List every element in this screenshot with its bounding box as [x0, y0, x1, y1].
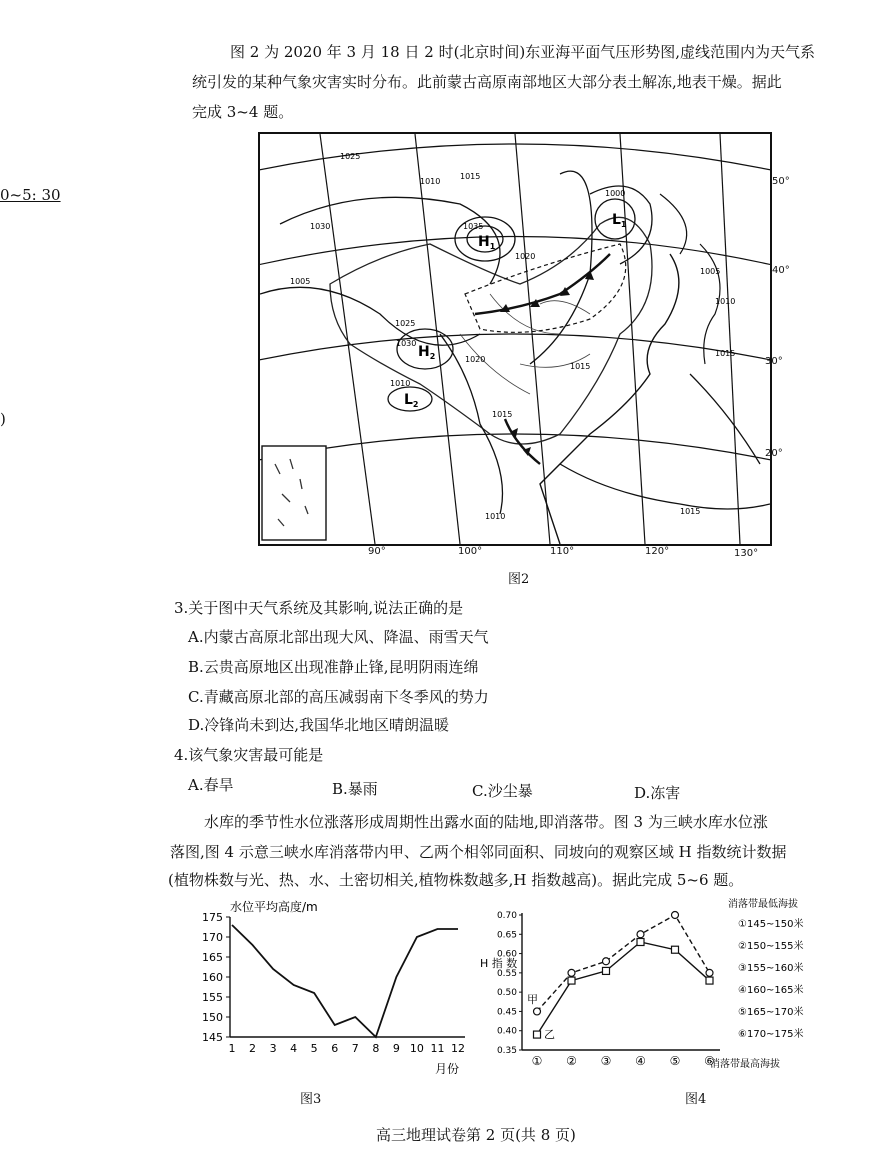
- figure-4-yi-point: [568, 977, 575, 984]
- figure-4-jia-point: [637, 931, 644, 938]
- lat-label: 40°: [772, 265, 790, 276]
- figure-4-yi-point: [672, 946, 679, 953]
- lon-label: 120°: [645, 546, 670, 557]
- figure-4-y-tick-label: 0.60: [496, 949, 517, 960]
- lon-label: 110°: [550, 546, 575, 557]
- figure-3-x-tick-label: 1: [228, 1042, 236, 1055]
- high-pressure-center-1: $H_1$: [478, 234, 496, 251]
- isobar-label: 1015: [570, 362, 591, 371]
- figure-3-x-tick-label: 8: [372, 1042, 380, 1055]
- figure-4-yi-point: [706, 977, 713, 984]
- figure-4-legend-item: ⑤165~170米: [738, 1007, 804, 1018]
- isobar-label: 1015: [492, 410, 513, 419]
- figure-4-legend-item: ②150~155米: [738, 941, 804, 952]
- figure-4-y-tick-label: 0.45: [496, 1007, 517, 1018]
- isobar-label: 1000: [605, 189, 626, 198]
- figure-3-x-tick-label: 3: [269, 1042, 277, 1055]
- figure-3-x-axis-title: 月份: [435, 1062, 460, 1076]
- figure-4-x-tick-label: ②: [566, 1054, 577, 1068]
- figure-3-y-tick-label: 145: [202, 1031, 223, 1044]
- figure-4-x-tick-label: ⑥: [704, 1054, 715, 1068]
- figure-3-y-tick-label: 170: [202, 931, 223, 944]
- figure-3-x-tick-label: 7: [351, 1042, 359, 1055]
- question-3-option-b: B.云贵高原地区出现准静止锋,昆明阴雨连绵: [188, 658, 479, 676]
- lat-label: 30°: [765, 356, 783, 367]
- low-pressure-center-1: $L_1$: [612, 212, 627, 229]
- question-4-option-b: B.暴雨: [332, 780, 378, 798]
- figure-4-y-tick-label: 0.65: [496, 930, 517, 941]
- lat-label: 50°: [772, 176, 790, 187]
- figure-4-series-yi-label: 乙: [544, 1028, 555, 1041]
- margin-paren-fragment: ): [0, 410, 6, 428]
- figure-4-y-tick-label: 0.50: [496, 988, 517, 999]
- figure-4-y-tick-label: 0.35: [496, 1046, 517, 1056]
- isobar-label: 1035: [463, 222, 484, 231]
- lon-label: 100°: [458, 546, 483, 557]
- figure-3-y-tick-label: 155: [202, 991, 223, 1004]
- figure-3-x-tick-label: 10: [409, 1042, 424, 1055]
- question-4-option-c: C.沙尘暴: [472, 782, 533, 800]
- lat-label: 20°: [765, 448, 783, 459]
- figure-4-y-axis-title: H 指 数: [480, 957, 518, 970]
- figure-3-x-tick-label: 4: [290, 1042, 298, 1055]
- figure-4-top-right-label: 消落带最低海拔: [728, 899, 798, 910]
- sea-level-pressure-map: [258, 132, 772, 546]
- figure-4-jia-point: [672, 912, 679, 919]
- page-footer: 高三地理试卷第 2 页(共 8 页): [376, 1126, 576, 1144]
- figure-4-legend-item: ④160~165米: [738, 985, 804, 996]
- isobar-label: 1030: [310, 222, 331, 231]
- figure-4-x-tick-label: ①: [531, 1054, 543, 1068]
- isobar-label: 1020: [515, 252, 536, 261]
- lon-label: 130°: [734, 548, 759, 559]
- figure-3-chart: [195, 895, 485, 1080]
- isobar-label: 1030: [396, 339, 417, 348]
- figure-4-legend-item: ⑥170~175米: [738, 1029, 804, 1040]
- isobar-label: 1015: [460, 172, 481, 181]
- figure-4-bottom-right-label: 消落带最高海拔: [710, 1059, 780, 1070]
- figure-4-jia-point: [534, 1008, 541, 1015]
- isobar-label: 1025: [340, 152, 361, 161]
- high-pressure-center-2: $H_2$: [418, 344, 436, 361]
- question-3-option-d: D.冷锋尚未到达,我国华北地区晴朗温暖: [188, 716, 450, 734]
- isobar-label: 1020: [465, 355, 486, 364]
- question-3-stem: 3.关于图中天气系统及其影响,说法正确的是: [174, 599, 464, 617]
- figure-3-water-level-line: [232, 925, 458, 1037]
- figure-3-x-tick-label: 9: [392, 1042, 400, 1055]
- figure-4-x-tick-label: ③: [600, 1054, 612, 1068]
- figure-4-yi-point: [534, 1031, 541, 1038]
- question-3-option-a: A.内蒙古高原北部出现大风、降温、雨雪天气: [188, 628, 489, 646]
- figure-4-yi-point: [603, 967, 610, 974]
- figure-3-y-tick-label: 150: [202, 1011, 223, 1024]
- lon-label: 90°: [368, 546, 386, 557]
- passage1-line3: 完成 3~4 题。: [192, 103, 294, 121]
- figure-3-x-tick-label: 6: [331, 1042, 339, 1055]
- figure-4-legend-item: ①145~150米: [738, 919, 804, 930]
- question-4-option-a: A.春旱: [188, 776, 234, 794]
- isobar-label: 1010: [420, 177, 441, 186]
- isobar-label: 1015: [715, 349, 736, 358]
- isobar-label: 1005: [700, 267, 721, 276]
- figure-4-series-jia-line: [537, 915, 710, 1011]
- figure-4-yi-point: [637, 939, 644, 946]
- figure-3-x-tick-label: 2: [249, 1042, 257, 1055]
- figure-3-x-tick-label: 11: [430, 1042, 445, 1055]
- isobar-label: 1010: [715, 297, 736, 306]
- map-svg: [260, 134, 770, 544]
- figure-3-x-tick-label: 12: [451, 1042, 465, 1055]
- passage2-line1: 水库的季节性水位涨落形成周期性出露水面的陆地,即消落带。图 3 为三峡水库水位涨: [204, 813, 768, 831]
- figure-4-chart: [470, 895, 850, 1080]
- figure-4-y-tick-label: 0.55: [496, 968, 517, 979]
- figure-4-y-tick-label: 0.70: [496, 911, 517, 921]
- figure-3-caption: 图3: [300, 1092, 322, 1107]
- figure-2-caption: 图2: [508, 572, 530, 587]
- question-4-stem: 4.该气象灾害最可能是: [174, 746, 324, 764]
- figure-3-y-tick-label: 175: [202, 911, 223, 924]
- passage2-line2: 落图,图 4 示意三峡水库消落带内甲、乙两个相邻同面积、同坡向的观察区域 H 指数统计数据: [170, 843, 787, 861]
- figure-4-jia-point: [568, 969, 575, 976]
- figure-3-y-tick-label: 160: [202, 971, 223, 984]
- isobar-label: 1010: [485, 512, 506, 521]
- isobar-label: 1015: [680, 507, 701, 516]
- figure-4-series-jia-label: 甲: [527, 993, 538, 1006]
- figure-4-series-yi-line: [537, 942, 710, 1035]
- figure-4-legend-item: ③155~160米: [738, 963, 804, 974]
- figure-3-x-tick-label: 5: [310, 1042, 318, 1055]
- passage1-line1: 图 2 为 2020 年 3 月 18 日 2 时(北京时间)东亚海平面气压形势图,虚线范围内为天气系: [230, 43, 816, 61]
- figure-4-x-tick-label: ④: [635, 1054, 646, 1068]
- figure-4-jia-point: [603, 958, 610, 965]
- figure-3-y-tick-label: 165: [202, 951, 223, 964]
- low-pressure-center-2: $L_2$: [404, 392, 419, 409]
- passage2-line3: (植物株数与光、热、水、土密切相关,植物株数越多,H 指数越高)。据此完成 5~6 题。: [168, 871, 744, 889]
- isobar-label: 1025: [395, 319, 416, 328]
- figure-4-jia-point: [706, 969, 713, 976]
- isobar-label: 1010: [390, 379, 411, 388]
- figure-4-caption: 图4: [685, 1092, 707, 1107]
- margin-time-fragment: 0~5: 30: [0, 186, 61, 204]
- question-3-option-c: C.青藏高原北部的高压减弱南下冬季风的势力: [188, 688, 489, 706]
- isobar-label: 1005: [290, 277, 311, 286]
- figure-3-y-axis-title: 水位平均高度/m: [230, 900, 318, 914]
- figure-4-x-tick-label: ⑤: [669, 1054, 681, 1068]
- passage1-line2: 统引发的某种气象灾害实时分布。此前蒙古高原南部地区大部分表土解冻,地表干燥。据此: [192, 73, 782, 91]
- figure-4-y-tick-label: 0.40: [496, 1026, 517, 1037]
- question-4-option-d: D.冻害: [634, 784, 681, 802]
